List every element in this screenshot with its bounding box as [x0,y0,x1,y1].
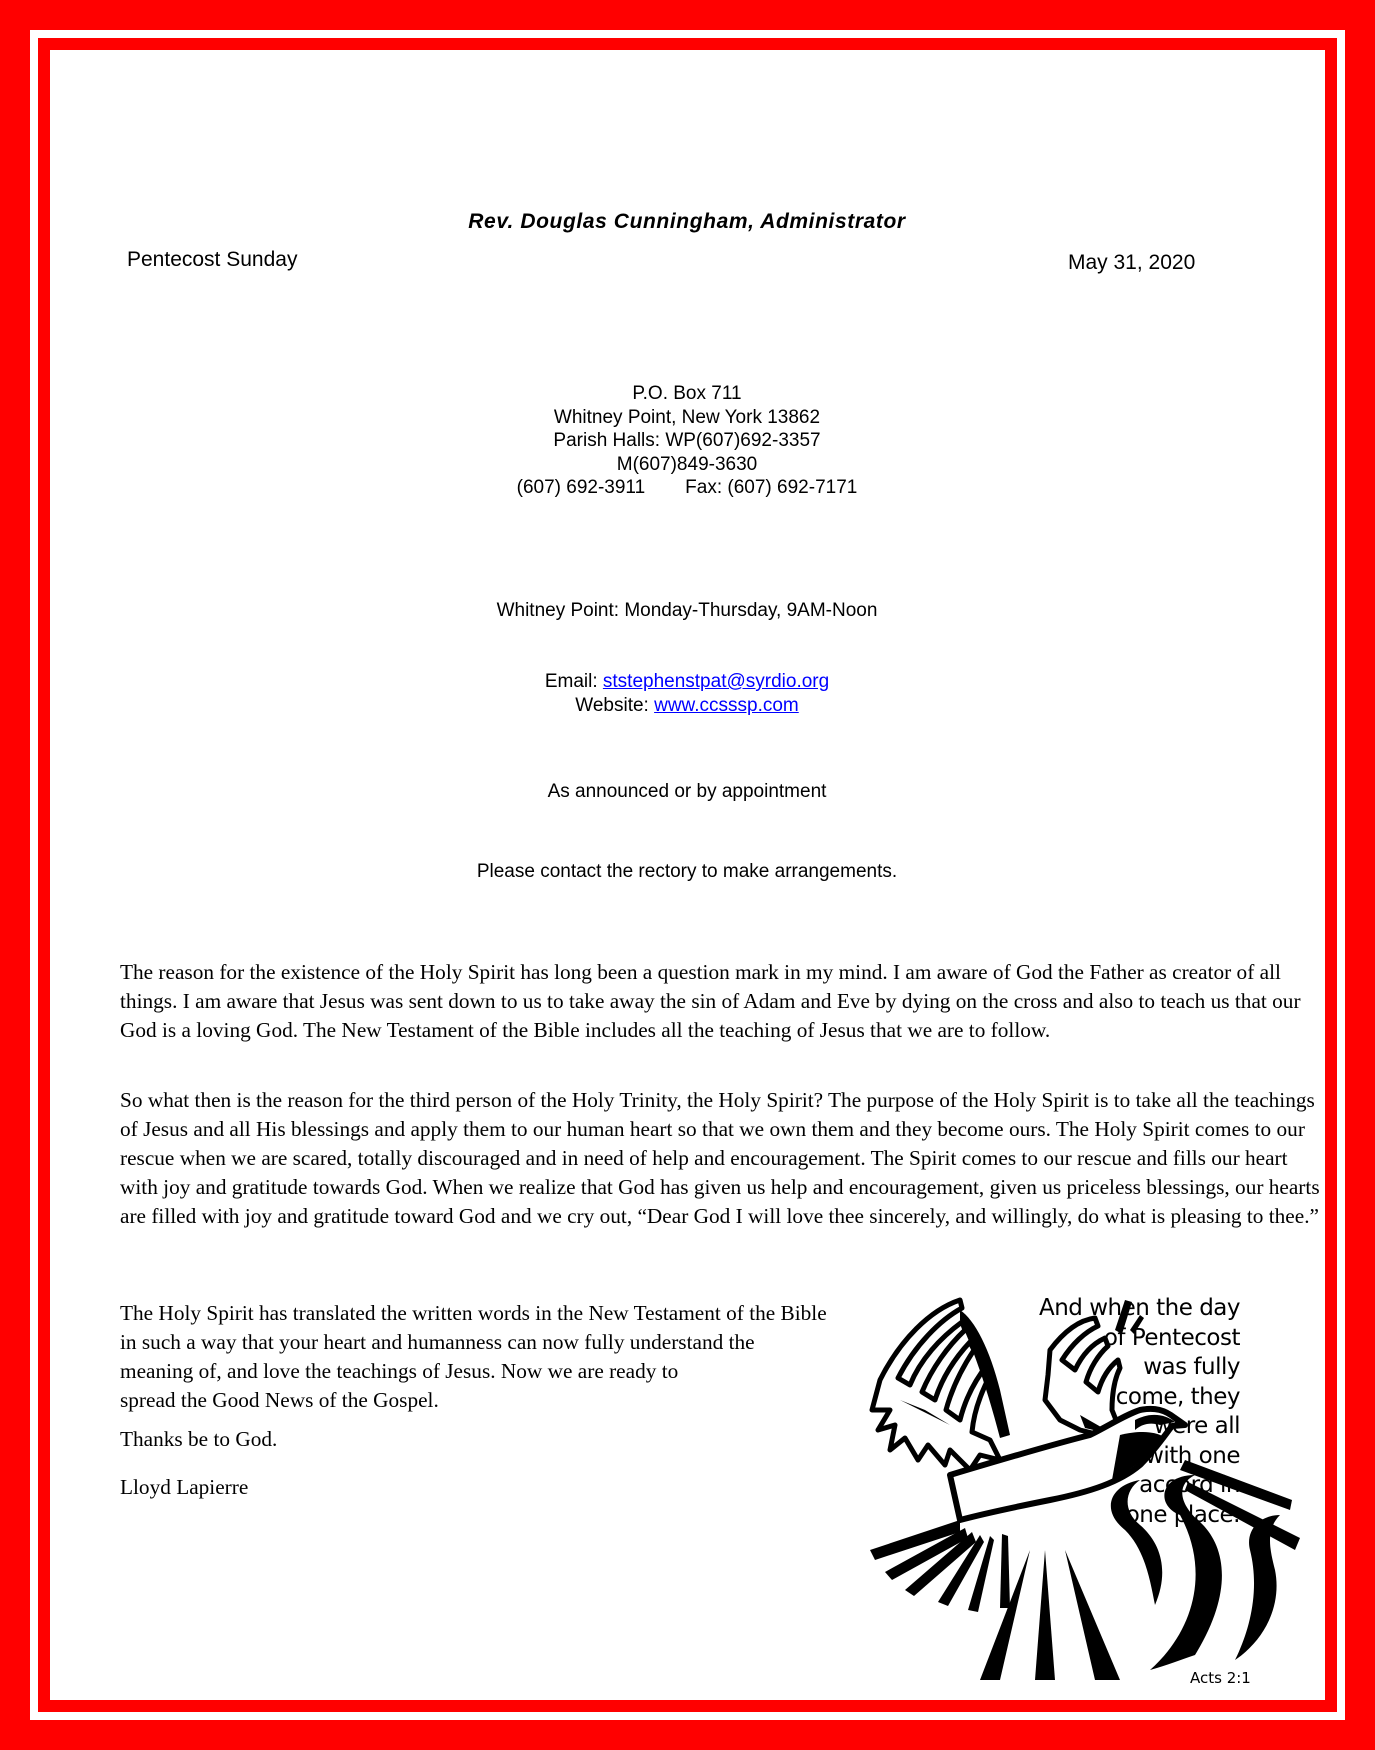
occasion-label: Pentecost Sunday [127,248,298,271]
email-link[interactable]: ststephenstpat@syrdio.org [602,671,830,692]
text-line: in such a way that your heart and humanness can now fully understand the [120,1330,755,1354]
website-link[interactable]: www.ccsssp.com [654,694,799,716]
author-signature: Lloyd Lapierre [120,1475,249,1499]
closing-line: Thanks be to God. [120,1427,278,1451]
verse-line: with one [1145,1442,1240,1469]
email-line [50,670,1324,694]
verse-line: And when the day [1038,1295,1240,1321]
email-label: Email: [544,671,603,692]
paragraph-text: So what then is the reason for the third person of the Holy Trinity, the Holy Spirit? The purpose of the Holy Spirit is to take all the teachings of Jesus and all His blessings and apply them to our human heart so that we own them and they become ours. The Holy Spirit comes to our rescue when we are scared, totally discouraged and in need of help and encouragement. The Spirit comes to our rescue and fills our heart with joy and gratitude towards God. When we realize that God has given us help and encouragement, given us priceless blessings, our hearts are filled with joy and gratitude toward God and we cry out, “Dear God I will love thee sincerely, and willingly, do what is pleasing to thee.” [120,1088,1320,1228]
verse-line: of Pentecost [1103,1324,1240,1351]
reflection-paragraph-1 [120,958,1320,1053]
phone-fax-line [50,476,1324,500]
verse-line: was fully [1143,1354,1240,1380]
contact-info [50,670,1324,717]
scripture-citation: Acts 2:1 [1190,1669,1251,1687]
light-ray [1035,1550,1055,1680]
appointment-note: As announced or by appointment [547,781,827,802]
text-line: meaning of, and love the teachings of Jesus. Now we are ready to [120,1359,679,1383]
website-label: Website: [575,694,655,716]
administrator-heading: Rev. Douglas Cunningham, Administrator [468,210,906,233]
website-line [50,694,1324,718]
bulletin-date: May 31, 2020 [1068,251,1196,274]
verse-line: one place. [1125,1501,1240,1528]
verse-line: were all [1153,1413,1240,1439]
rectory-note: Please contact the rectory to make arrangements. [476,861,898,882]
text-line: The Holy Spirit has translated the written words in the New Testament of the Bible [120,1301,827,1325]
dove-left-wing [872,1300,1000,1470]
text-line: spread the Good News of the Gospel. [120,1388,439,1412]
city-line: Whitney Point, New York 13862 [553,406,821,428]
scripture-verse [1039,1294,1240,1530]
verse-line: come, they [1115,1383,1240,1410]
fax-number: Fax: (607) 692-7171 [685,477,858,498]
parish-address [50,382,1324,500]
parish-halls-m-phone: M(607)849-3630 [616,453,758,475]
phone-number: (607) 692-3911 [516,477,646,498]
parish-halls-phone: Parish Halls: WP(607)692-3357 [553,430,821,451]
bulletin-page [50,50,1325,1700]
po-box: P.O. Box 711 [632,383,742,404]
light-ray [1065,1550,1120,1680]
office-hours: Whitney Point: Monday-Thursday, 9AM-Noon [496,600,878,621]
reflection-paragraph-2 [120,1086,1320,1239]
verse-line: accord in [1139,1472,1240,1498]
paragraph-text: The reason for the existence of the Holy Spirit has long been a question mark in my mind. I am aware of God the Father as creator of all things. I am aware that Jesus was sent down to us to take away the sin of Adam and Eve by dying on the cross and also to teach us that our God is a loving God. The New Testament of the Bible includes all the teaching of Jesus that we are to follow. [120,960,1301,1042]
